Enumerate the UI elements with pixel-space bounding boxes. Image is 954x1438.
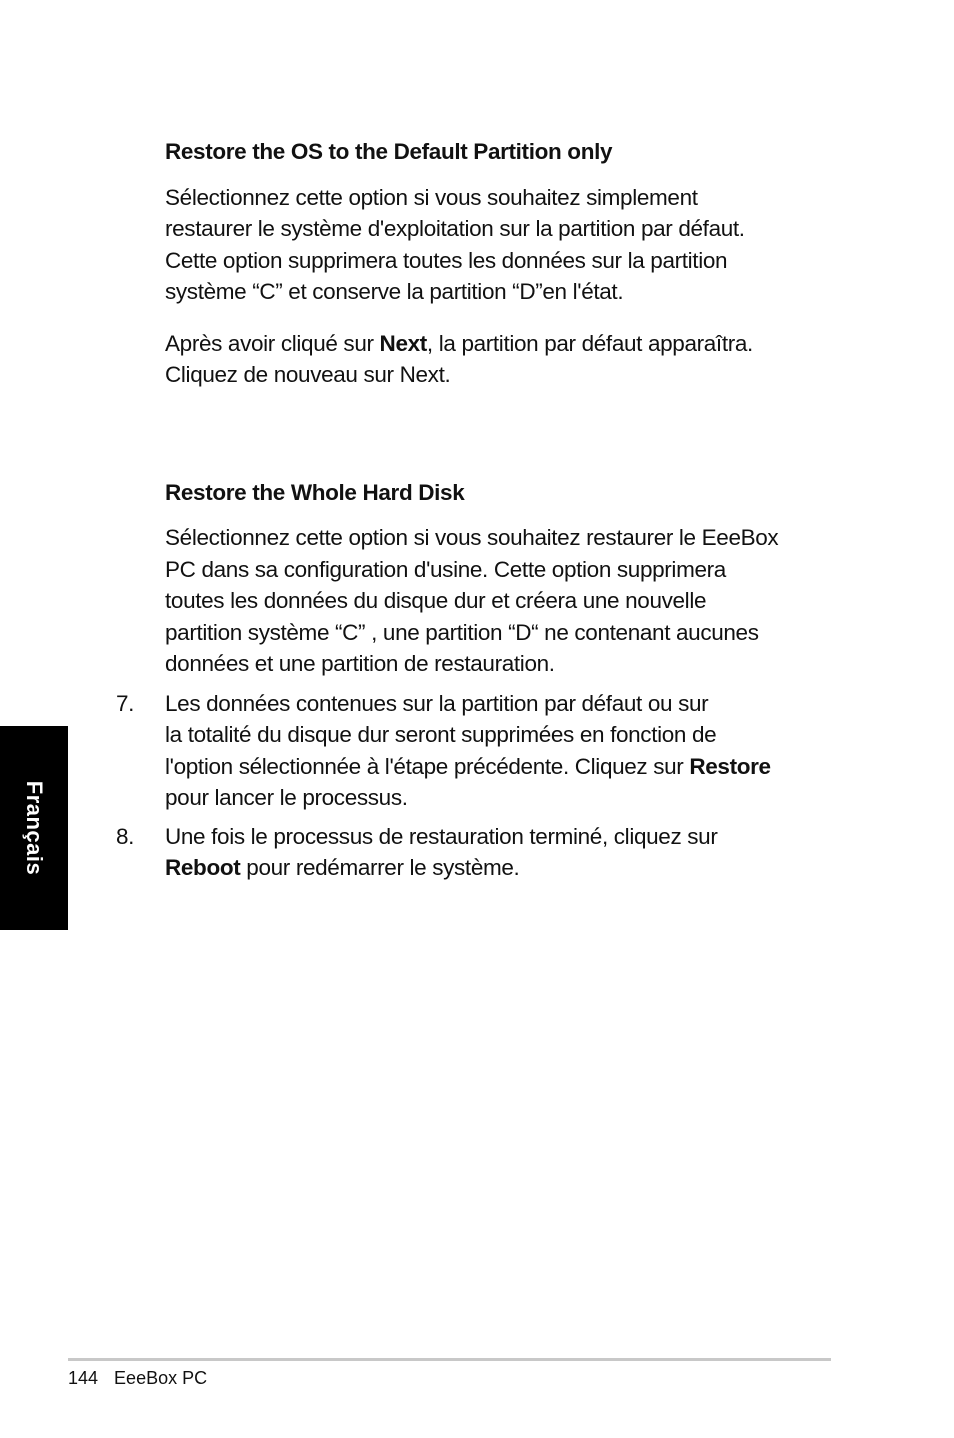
page-number: 144 [68, 1368, 99, 1388]
language-side-tab [0, 726, 68, 930]
list-item-step-7 [116, 688, 835, 814]
numbered-steps [116, 688, 835, 884]
section-title-default-partition: Restore the OS to the Default Partition only [165, 139, 613, 164]
list-item-step-8 [116, 821, 835, 884]
paragraph-next-instruction [165, 328, 835, 391]
text-line: Sélectionnez cette option si vous souhaitez simplement [165, 184, 698, 210]
text-segment: Après avoir cliqué sur [165, 330, 380, 356]
product-name: EeeBox PC [114, 1368, 208, 1388]
reboot-keyword: Reboot [165, 855, 241, 880]
text-line: la totalité du disque dur seront supprimées en fonction de [165, 722, 717, 747]
step-number: 8. [116, 823, 135, 849]
text-line: Sélectionnez cette option si vous souhaitez restaurer le EeeBox [165, 525, 779, 550]
text-line: toutes les données du disque dur et créera une nouvelle [165, 588, 707, 613]
text-line: système “C” et conserve la partition “D”en l'état. [165, 279, 624, 304]
footer-divider [68, 1358, 831, 1361]
text-line [165, 852, 835, 884]
text-line: PC dans sa configuration d'usine. Cette option supprimera [165, 556, 726, 582]
text-line: Les données contenues sur la partition par défaut ou sur [165, 690, 709, 716]
text-line [165, 328, 835, 360]
text-segment: pour redémarrer le système. [240, 855, 520, 880]
text-line: restaurer le système d'exploitation sur la partition par défaut. [165, 216, 745, 241]
page-footer [68, 1366, 223, 1390]
section-title-whole-disk: Restore the Whole Hard Disk [165, 479, 465, 505]
text-segment: l'option sélectionnée à l'étape précédente. Cliquez sur [165, 753, 690, 779]
paragraph-default-partition-description [165, 182, 835, 308]
page-content [116, 136, 835, 891]
text-line: pour lancer le processus. [165, 785, 408, 810]
text-segment: , la partition par défaut apparaîtra. [426, 330, 753, 356]
paragraph-whole-disk-description [165, 522, 835, 680]
text-line [165, 751, 835, 783]
language-tab-label: Français [22, 780, 47, 876]
text-line: Cliquez de nouveau sur Next. [165, 362, 451, 387]
restore-keyword: Restore [689, 753, 771, 779]
text-line: Une fois le processus de restauration terminé, cliquez sur [165, 823, 718, 849]
text-line: données et une partition de restauration. [165, 651, 555, 676]
text-line: Cette option supprimera toutes les données sur la partition [165, 247, 728, 273]
text-line: partition système “C” , une partition “D“ ne contenant aucunes [165, 619, 759, 645]
next-keyword: Next [379, 330, 427, 356]
step-number: 7. [116, 690, 135, 716]
section-spacer [165, 411, 835, 477]
